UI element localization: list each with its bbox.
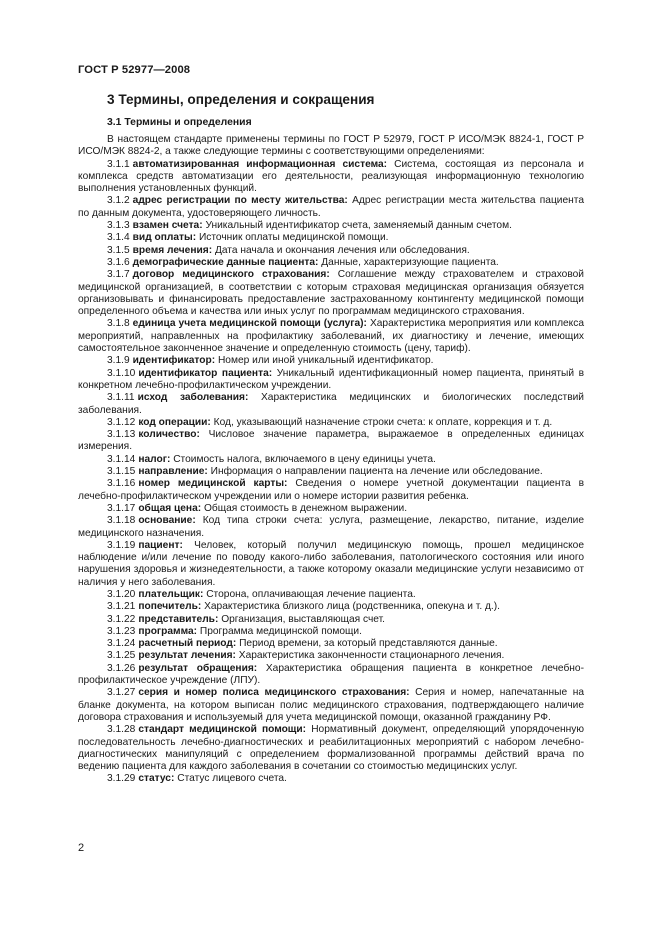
terms-body: [78, 134, 584, 786]
term-definition: Уникальный идентификационный номер пациента, принятый в конкретном лечебно-профилактическом учреждении.: [78, 367, 584, 391]
term-definition: Сведения о номере учетной документации пациента в лечебно-профилактическом учреждении или о номере истории развития ребенка.: [78, 478, 584, 502]
term-name: номер медицинской карты:: [138, 478, 288, 490]
term-name: договор медицинского страхования:: [132, 269, 330, 281]
term-definition: Стоимость налога, включаемого в цену единицы учета.: [173, 453, 436, 465]
term-definition: Дата начала и окончания лечения или обследования.: [214, 244, 470, 256]
term-number: 3.1.5: [107, 244, 130, 256]
term-definition: Статус лицевого счета.: [177, 773, 287, 785]
term-number: 3.1.27: [107, 687, 136, 699]
term-definition: Характеристика обращения пациента в конкретное лечебно-профилактическое учреждение (ЛПУ).: [78, 662, 584, 687]
term-name: взамен счета:: [132, 220, 203, 232]
term-definition: Источник оплаты медицинской помощи.: [198, 232, 389, 244]
term-definition: Числовое значение параметра, выражаемое в определенных единицах измерения.: [78, 429, 584, 453]
term-name: результат обращения:: [138, 662, 258, 674]
term-entry: [78, 220, 584, 232]
term-entry: [78, 454, 584, 466]
term-number: 3.1.8: [107, 318, 130, 330]
term-entry: [78, 601, 584, 613]
term-definition: Уникальный идентификатор счета, заменяемый данным счетом.: [205, 220, 512, 232]
term-number: 3.1.3: [107, 220, 130, 232]
term-name: демографические данные пациента:: [132, 256, 319, 268]
term-entry: [78, 540, 584, 589]
term-name: плательщик:: [138, 588, 204, 600]
term-name: статус:: [138, 773, 175, 785]
term-number: 3.1.13: [107, 429, 136, 441]
term-number: 3.1.28: [107, 724, 136, 736]
term-definition: Система, состоящая из персонала и комплекса средств автоматизации его деятельности, реализующая информационную технологию выполнения установленных функций.: [78, 158, 585, 195]
term-definition: Период времени, за который представляются данные.: [239, 638, 498, 650]
term-number: 3.1.20: [107, 588, 136, 600]
term-entry: [78, 663, 584, 688]
term-definition: Информация о направлении пациента на лечение или обследование.: [210, 466, 543, 478]
subsection-title: 3.1 Термины и определения: [107, 117, 252, 128]
term-entry: [78, 257, 584, 269]
term-name: налог:: [138, 453, 171, 465]
term-number: 3.1.17: [107, 502, 136, 514]
term-name: программа:: [138, 625, 198, 637]
term-definition: Человек, который получил медицинскую помощь, прошел медицинское наблюдение и/или лечение по поводу какого-либо заболевания, патологического состояния или иного нарушения здоровья и жизнедеятельности, а также которому оказали медицинские услуги независимо от наличия у него заболевания.: [78, 539, 584, 588]
term-number: 3.1.22: [107, 613, 136, 625]
term-name: расчетный период:: [138, 638, 237, 650]
term-number: 3.1.19: [107, 539, 136, 551]
page-number: 2: [78, 842, 85, 854]
term-entry: [78, 417, 584, 429]
term-entry: [78, 589, 584, 601]
term-definition: Характеристика законченности стационарного лечения.: [238, 650, 505, 662]
term-name: количество:: [138, 429, 200, 441]
term-definition: Организация, выставляющая счет.: [221, 613, 385, 625]
term-definition: Общая стоимость в денежном выражении.: [204, 502, 408, 514]
term-entry: [78, 724, 584, 773]
term-definition: Код, указывающий назначение строки счета: к оплате, коррекция и т. д.: [213, 416, 553, 428]
term-name: серия и номер полиса медицинского страхования:: [138, 687, 410, 699]
section-title: 3 Термины, определения и сокращения: [107, 92, 375, 107]
term-name: код операции:: [138, 416, 211, 428]
term-entry: [78, 392, 584, 417]
term-number: 3.1.29: [107, 773, 136, 785]
term-number: 3.1.6: [107, 256, 130, 268]
term-definition: Характеристика мероприятия или комплекса мероприятий, направленных на профилактику заболеваний, их диагностику и лечение, имеющих самостоятельное законченное значение и определенную стоимость (цену, тариф).: [78, 318, 585, 355]
term-name: идентификатор пациента:: [138, 367, 273, 379]
term-name: попечитель:: [138, 601, 202, 613]
term-number: 3.1.26: [107, 662, 136, 674]
term-name: вид оплаты:: [132, 232, 197, 244]
term-definition: Характеристика близкого лица (родственника, опекуна и т. д.).: [204, 601, 500, 613]
term-name: единица учета медицинской помощи (услуга):: [132, 318, 367, 330]
term-entry: [78, 515, 584, 540]
term-entry: [78, 638, 584, 650]
term-number: 3.1.16: [107, 478, 136, 490]
term-entry: [78, 318, 584, 355]
term-definition: Программа медицинской помощи.: [199, 625, 362, 637]
term-name: основание:: [138, 515, 196, 527]
term-entry: [78, 773, 584, 785]
term-entry: [78, 687, 584, 724]
term-name: стандарт медицинской помощи:: [138, 724, 307, 736]
term-name: адрес регистрации по месту жительства:: [132, 195, 348, 207]
term-number: 3.1.23: [107, 625, 136, 637]
term-number: 3.1.9: [107, 355, 130, 367]
term-name: результат лечения:: [138, 650, 236, 662]
term-number: 3.1.11: [107, 392, 135, 404]
term-definition: Адрес регистрации места жительства пациента по данным документа, удостоверяющего личность.: [78, 195, 584, 219]
term-name: представитель:: [138, 613, 219, 625]
terms-list: [78, 159, 584, 786]
term-number: 3.1.14: [107, 453, 136, 465]
term-number: 3.1.24: [107, 638, 136, 650]
term-name: направление:: [138, 466, 208, 478]
term-entry: [78, 466, 584, 478]
term-name: автоматизированная информационная система:: [132, 158, 388, 170]
term-number: 3.1.25: [107, 650, 136, 662]
term-number: 3.1.2: [107, 195, 130, 207]
term-entry: [78, 368, 584, 393]
term-definition: Соглашение между страхователем и страховой медицинской организацией, в соответствии с которым страховая медицинская организация обязуется организовывать и финансировать предоставление застрахованному контингенту медицинской помощи определенного объема и качества или иных услуг по программам медицинского страхования.: [78, 269, 584, 318]
term-entry: [78, 429, 584, 454]
intro-paragraph: В настоящем стандарте применены термины по ГОСТ Р 52979, ГОСТ Р ИСО/МЭК 8824-1, ГОСТ Р ИСО/МЭК 8824-2, а также следующие термины с соответствующими определениями:: [78, 134, 584, 158]
term-entry: [78, 650, 584, 662]
term-entry: [78, 614, 584, 626]
document-header: ГОСТ Р 52977—2008: [78, 64, 191, 76]
term-definition: Серия и номер, напечатанные на бланке документа, на котором выписан полис медицинского страхования, подтверждающего наличие договора страхования и используемый для учета медицинской помощи, оказанной гражданину РФ.: [78, 687, 584, 723]
term-definition: Характеристика медицинских и биологических последствий заболевания.: [78, 392, 584, 416]
term-number: 3.1.10: [107, 367, 136, 379]
term-number: 3.1.21: [107, 601, 136, 613]
term-entry: [78, 478, 584, 503]
term-number: 3.1.4: [107, 232, 130, 244]
term-entry: [78, 626, 584, 638]
term-definition: Номер или иной уникальный идентификатор.: [217, 355, 434, 367]
term-definition: Сторона, оплачивающая лечение пациента.: [206, 588, 416, 600]
term-number: 3.1.12: [107, 416, 136, 428]
term-name: исход заболевания:: [137, 392, 249, 404]
term-entry: [78, 269, 584, 318]
term-name: общая цена:: [138, 502, 202, 514]
term-number: 3.1.1: [107, 158, 130, 170]
term-number: 3.1.18: [107, 515, 136, 527]
term-entry: [78, 355, 584, 367]
term-definition: Код типа строки счета: услуга, размещение, лекарство, питание, изделие медицинского назначения.: [78, 515, 584, 539]
term-number: 3.1.15: [107, 466, 136, 478]
term-definition: Нормативный документ, определяющий упорядоченную последовательность лечебно-диагностических и реабилитационных мероприятий с набором лечебно-диагностических манипуляций с определением формализованной программы действий врача по ведению пациента для каждого заболевания в сочетании со стоимостью медицинских услуг.: [78, 724, 584, 773]
term-name: пациент:: [138, 539, 183, 551]
term-entry: [78, 232, 584, 244]
term-definition: Данные, характеризующие пациента.: [321, 256, 499, 268]
term-entry: [78, 245, 584, 257]
term-number: 3.1.7: [107, 269, 130, 281]
term-entry: [78, 195, 584, 220]
term-entry: [78, 159, 584, 196]
term-name: идентификатор:: [132, 355, 216, 367]
term-entry: [78, 503, 584, 515]
term-name: время лечения:: [132, 244, 213, 256]
